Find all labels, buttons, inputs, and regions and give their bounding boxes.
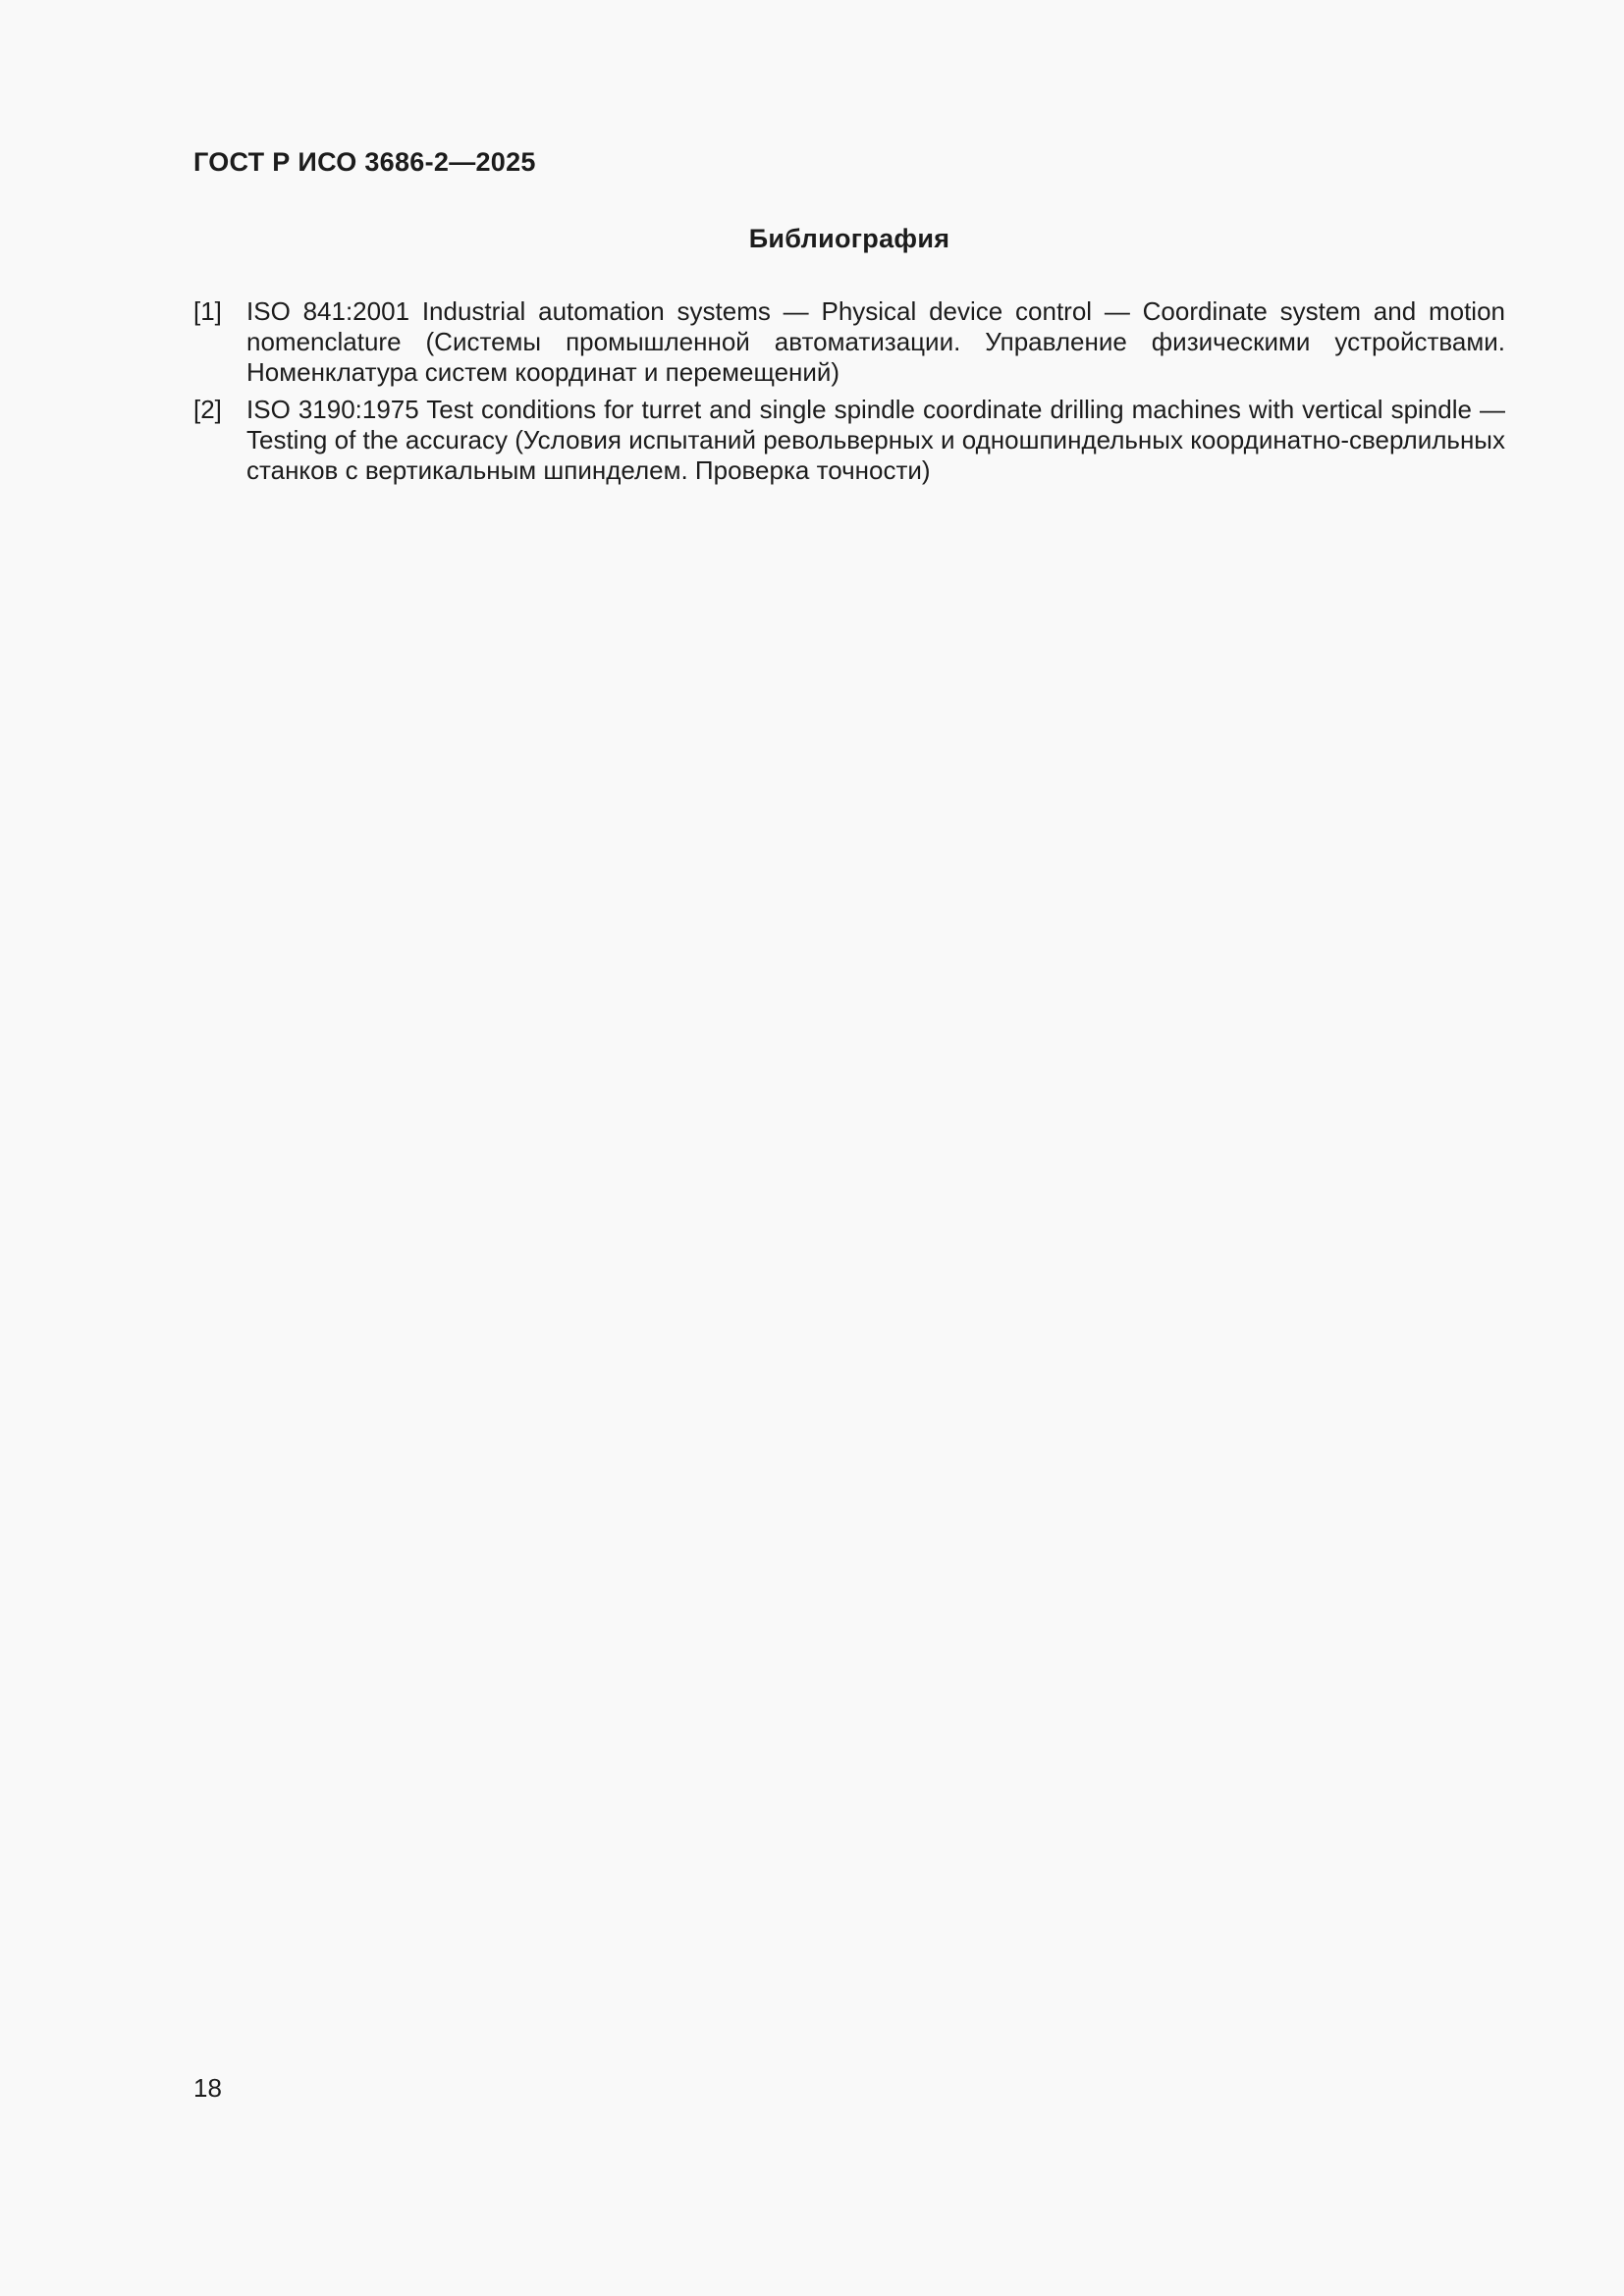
bibliography-title: Библиография bbox=[748, 224, 950, 253]
bibliography-entry-number: [2] bbox=[193, 395, 222, 424]
page-number: 18 bbox=[193, 2073, 222, 2103]
document-header-id: ГОСТ Р ИСО 3686-2—2025 bbox=[193, 147, 536, 177]
bibliography-entry bbox=[193, 395, 1505, 486]
bibliography-entry-text: ISO 3190:1975 Test conditions for turret and single spindle coordinate drilling machines with vertical spindle — Testing of the accuracy (Условия испытаний револьверных и одношпиндельных координатно-сверлильных станков с вертикальным шпинделем. Проверка точности) bbox=[246, 395, 1505, 485]
bibliography-list bbox=[193, 296, 1505, 493]
bibliography-entry-number: [1] bbox=[193, 296, 222, 326]
bibliography-entry bbox=[193, 296, 1505, 388]
bibliography-entry-text: ISO 841:2001 Industrial automation systems — Physical device control — Coordinate system and motion nomenclature (Системы промышленной автоматизации. Управление физическими устройствами. Номенклатура систем координат и перемещений) bbox=[246, 296, 1505, 387]
